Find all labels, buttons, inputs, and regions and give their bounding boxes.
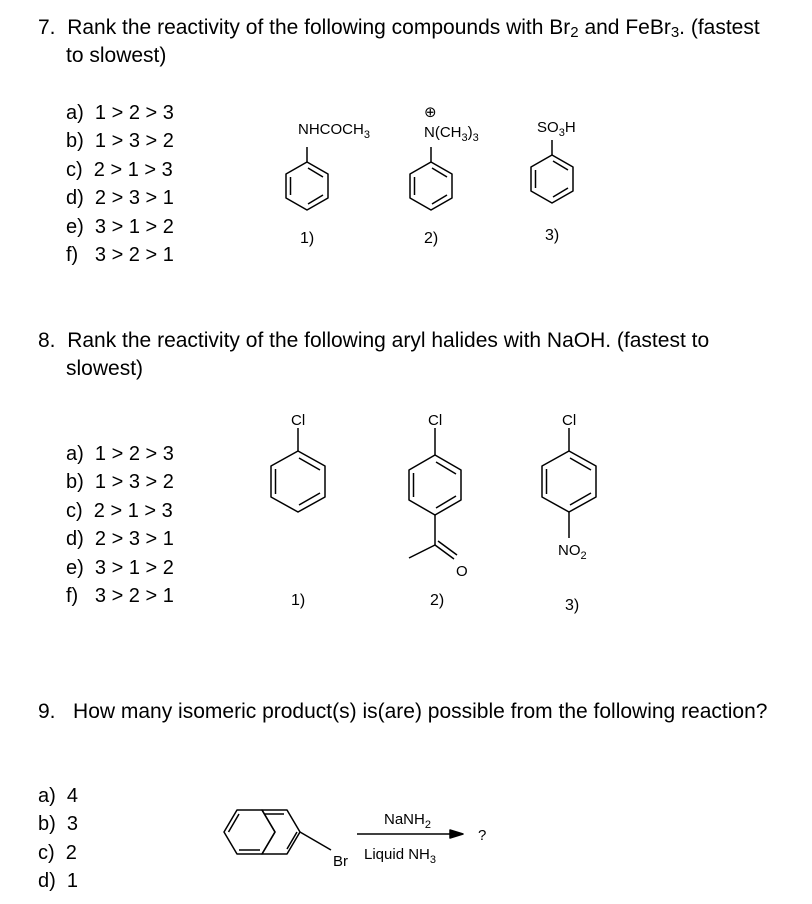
q9-option-b[interactable]: b) 3 <box>38 813 79 836</box>
q8-compound2-label: 2) <box>430 592 445 609</box>
q7-sub1: 2 <box>570 24 579 41</box>
q7-compound1-substituent: $NHCOCH_3$ <box>298 121 370 141</box>
q7-option-c[interactable]: c) 2 > 1 > 3 <box>66 158 173 181</box>
q8-compound2-halide: Cl <box>428 412 443 429</box>
q7-compound2-label: 2) <box>424 230 439 247</box>
q8-compound1-halide: Cl <box>291 412 306 429</box>
q7-compound2-substituent: $N(CH_3)_3$ <box>424 124 479 144</box>
q9-option-c[interactable]: c) 2 <box>38 841 77 864</box>
q7-text-mid: and FeBr <box>578 16 671 39</box>
q7-option-e[interactable]: e) 3 > 1 > 2 <box>66 215 174 238</box>
q8-option-f[interactable]: f) 3 > 2 > 1 <box>66 585 174 608</box>
q7-compound2-ring <box>410 147 452 210</box>
q8-compound3-nitro: $NO_2$ <box>558 542 587 562</box>
q9-text: How many isomeric product(s) is(are) possible from the following reaction? <box>73 700 768 723</box>
q8-compound3-ring <box>542 428 596 538</box>
q9-reaction-arrow <box>357 830 463 838</box>
q9-number: 9. <box>38 700 56 723</box>
q7-option-f[interactable]: f) 3 > 2 > 1 <box>66 244 174 267</box>
q9-reagent-bottom: Liquid $NH_3$ <box>364 846 436 866</box>
q8-compound2-oxygen: O <box>456 563 468 580</box>
q7-compound3-label: 3) <box>545 227 560 244</box>
q7-option-b[interactable]: b) 1 > 3 > 2 <box>66 130 174 153</box>
q8-option-e[interactable]: e) 3 > 1 > 2 <box>66 556 174 579</box>
q9-naphthalene <box>224 810 331 854</box>
q9-reagent-top: NaNH$_2$ <box>384 811 431 831</box>
q7-text-line1: Rank the reactivity of the following compounds with Br <box>67 16 571 39</box>
q7-compound3-ring <box>531 140 573 203</box>
q7-compound1-label: 1) <box>300 230 315 247</box>
q8-compound3-halide: Cl <box>562 412 577 429</box>
q8-option-a[interactable]: a) 1 > 2 > 3 <box>66 443 174 465</box>
q8-option-b[interactable]: b) 1 > 3 > 2 <box>66 471 174 494</box>
q9-option-a[interactable]: a) 4 <box>38 785 79 807</box>
q7-option-a[interactable]: a) 1 > 2 > 3 <box>66 102 174 124</box>
q7-number: 7. <box>38 16 56 39</box>
q7-option-d[interactable]: d) 2 > 3 > 1 <box>66 187 174 210</box>
q8-text-line2: slowest) <box>66 357 144 380</box>
q7-sub2: 3 <box>670 24 680 41</box>
q8-compound2-ring <box>409 428 461 559</box>
q8-compound1-label: 1) <box>291 592 306 609</box>
q7-text-end: . (fastest <box>679 16 760 39</box>
q9-option-d[interactable]: d) 1 <box>38 870 79 893</box>
q7-text-line2: to slowest) <box>66 44 167 67</box>
q9-product: ? <box>478 827 487 844</box>
q9-bromo-substituent: Br <box>333 853 348 870</box>
q8-compound3-label: 3) <box>565 597 580 614</box>
q7-compound3-substituent: $SO_3H$ <box>537 119 576 139</box>
q7-compound1-ring <box>286 147 328 210</box>
q8-text-line1: Rank the reactivity of the following aryl halides with NaOH. (fastest to <box>67 329 710 352</box>
q8-option-d[interactable]: d) 2 > 3 > 1 <box>66 528 174 551</box>
q8-number: 8. <box>38 329 56 352</box>
q8-option-c[interactable]: c) 2 > 1 > 3 <box>66 499 173 522</box>
q8-compound1-ring <box>271 428 325 512</box>
q7-compound2-charge: ⊕ <box>424 104 437 121</box>
